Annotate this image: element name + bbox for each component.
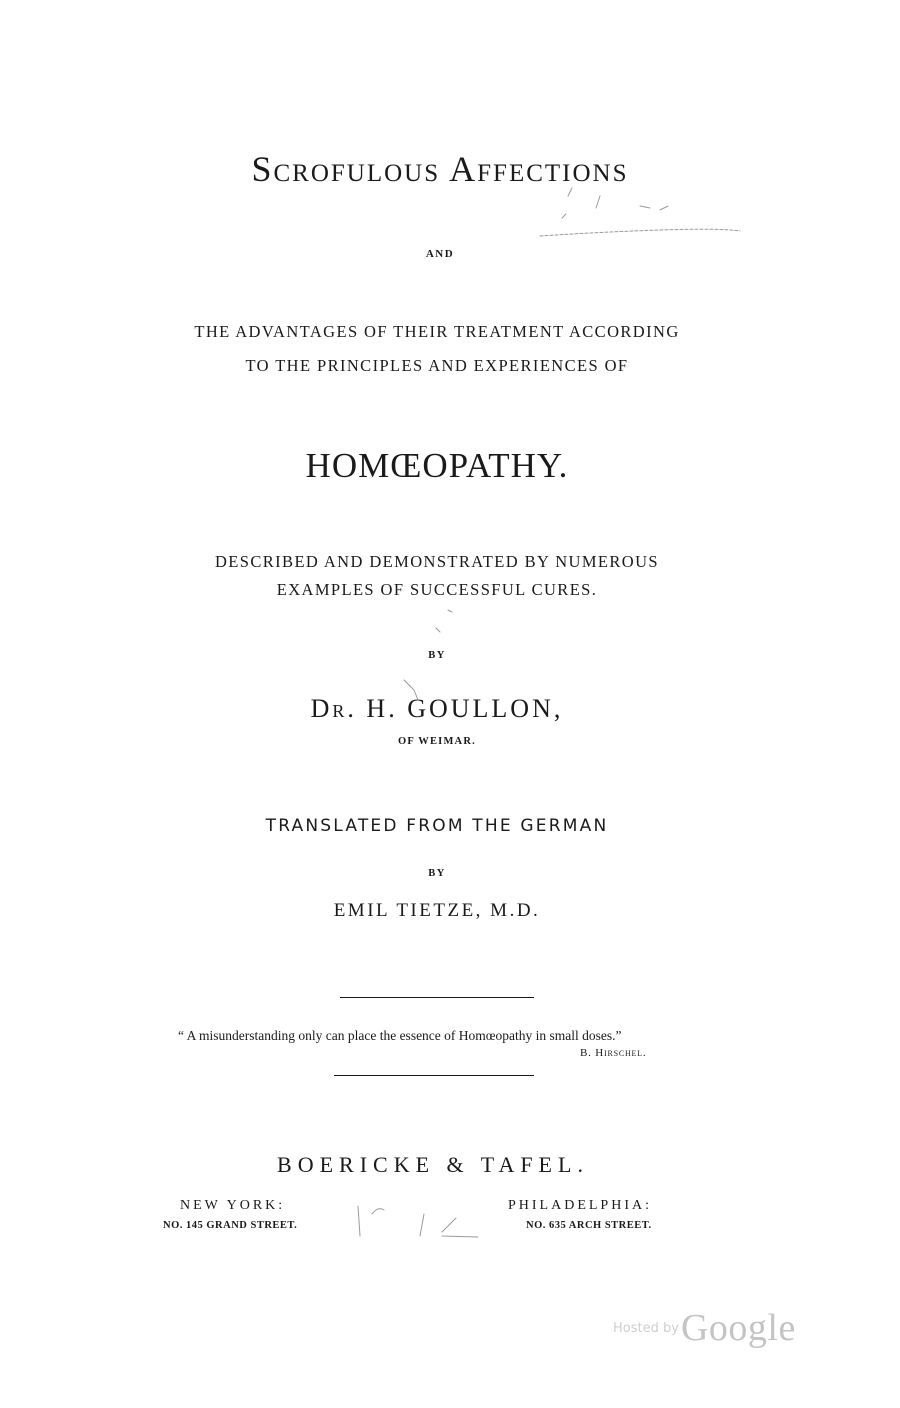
description-line-1: DESCRIBED AND DEMONSTRATED BY NUMEROUS bbox=[214, 552, 660, 571]
city-new-york: NEW YORK: bbox=[180, 1198, 286, 1213]
translation-note: TRANSLATED FROM THE GERMAN bbox=[265, 816, 609, 836]
author-place: OF WEIMAR. bbox=[398, 736, 476, 747]
author-name: Dr. H. GOULLON, bbox=[310, 694, 564, 723]
divider-bottom bbox=[334, 1075, 534, 1076]
hosted-by-google-watermark bbox=[613, 1306, 796, 1350]
subtitle-line-1: THE ADVANTAGES OF THEIR TREATMENT ACCORDING bbox=[194, 322, 680, 341]
watermark-hosted-label: Hosted by bbox=[613, 1320, 679, 1336]
publisher-name: BOERICKE & TAFEL. bbox=[277, 1152, 589, 1177]
book-title: Scrofulous Affections bbox=[251, 149, 629, 189]
google-logo: Google bbox=[680, 1307, 796, 1349]
address-philadelphia: NO. 635 ARCH STREET. bbox=[526, 1220, 652, 1231]
epigraph: “ A misunderstanding only can place the essence of Homœopathy in small doses.” bbox=[178, 1028, 622, 1043]
subject-heading: HOMŒOPATHY. bbox=[305, 446, 569, 485]
by-author-label: BY bbox=[428, 650, 446, 661]
by-translator-label: BY bbox=[428, 868, 446, 879]
address-new-york: NO. 145 GRAND STREET. bbox=[163, 1220, 298, 1231]
epigraph-author: B. Hirschel. bbox=[580, 1047, 647, 1059]
description-line-2: EXAMPLES OF SUCCESSFUL CURES. bbox=[276, 580, 598, 599]
divider-top bbox=[340, 997, 534, 998]
conjunction-and: AND bbox=[425, 248, 455, 260]
subtitle-line-2: TO THE PRINCIPLES AND EXPERIENCES OF bbox=[245, 356, 629, 375]
translator-name: EMIL TIETZE, M.D. bbox=[333, 900, 541, 921]
city-philadelphia: PHILADELPHIA: bbox=[508, 1198, 652, 1213]
